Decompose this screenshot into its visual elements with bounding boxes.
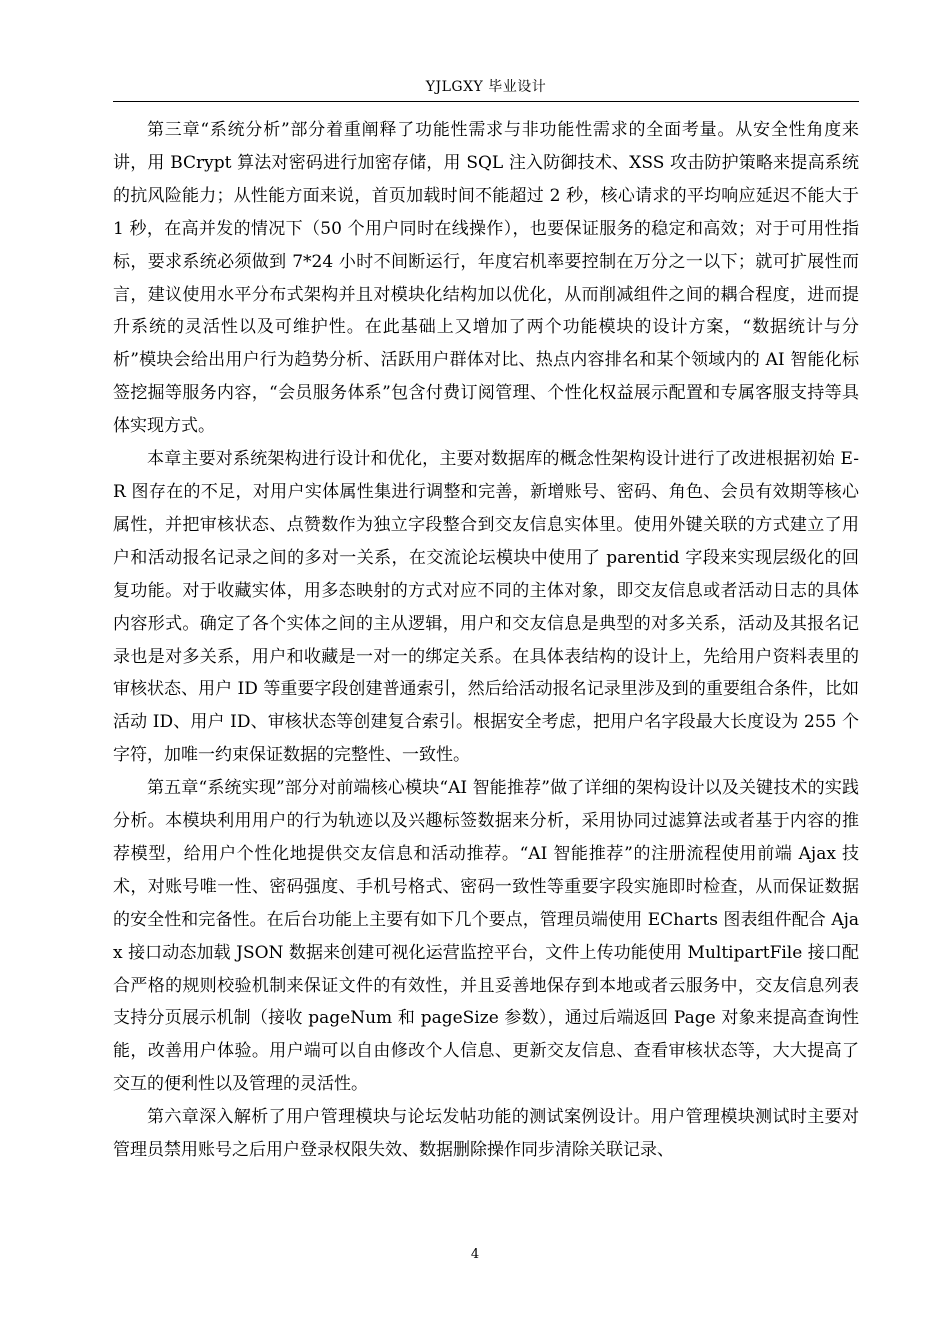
header-divider — [113, 101, 859, 102]
page-number: 4 — [470, 1247, 480, 1262]
paragraph-database-design: 本章主要对系统架构进行设计和优化，主要对数据库的概念性架构设计进行了改进根据初始 E-R 图存在的不足，对用户实体属性集进行调整和完善，新增账号、密码、角色、会员有效期等核心属性，并把审核状态、点赞数作为独立字段整合到交友信息实体里。使用外键关联的方式建立了用户和活动报名记录之间的多对一关系，在交流论坛模块中使用了 parentid 字段来实现层级化的回复功能。对于收藏实体，用多态映射的方式对应不同的主体对象，即交友信息或者活动日志的具体内容形式。确定了各个实体之间的主从逻辑，用户和交友信息是典型的对多关系，活动及其报名记录也是对多关系，用户和收藏是一对一的绑定关系。在具体表结构的设计上，先给用户资料表里的审核状态、用户 ID 等重要字段创建普通索引，然后给活动报名记录里涉及到的重要组合条件，比如活动 ID、用户 ID、审核状态等创建复合索引。根据安全考虑，把用户名字段最大长度设为 255 个字符，加唯一约束保证数据的完整性、一致性。 — [113, 449, 859, 766]
body-text — [113, 114, 859, 1167]
paragraph-chapter-3: 第三章“系统分析”部分着重阐释了功能性需求与非功能性需求的全面考量。从安全性角度来讲，用 BCrypt 算法对密码进行加密存储，用 SQL 注入防御技术、XSS 攻击防护策略来提高系统的抗风险能力；从性能方面来说，首页加载时间不能超过 2 秒，核心请求的平均响应延迟不能大于 1 秒，在高并发的情况下（50 个用户同时在线操作），也要保证服务的稳定和高效；对于可用性指标，要求系统必须做到 7*24 小时不间断运行，年度宕机率要控制在万分之一以下；就可扩展性而言，建议使用水平分布式架构并且对模块化结构加以优化，从而削减组件之间的耦合程度，进而提升系统的灵活性以及可维护性。在此基础上又增加了两个功能模块的设计方案，“数据统计与分析”模块会给出用户行为趋势分析、活跃用户群体对比、热点内容排名和某个领域内的 AI 智能化标签挖掘等服务内容，“会员服务体系”包含付费订阅管理、个性化权益展示配置和专属客服支持等具体实现方式。 — [113, 120, 859, 437]
running-header: YJLGXY 毕业设计 — [425, 79, 547, 95]
paragraph-chapter-5: 第五章“系统实现”部分对前端核心模块“AI 智能推荐”做了详细的架构设计以及关键技术的实践分析。本模块利用用户的行为轨迹以及兴趣标签数据来分析，采用协同过滤算法或者基于内容的推荐模型，给用户个性化地提供交友信息和活动推荐。“AI 智能推荐”的注册流程使用前端 Ajax 技术，对账号唯一性、密码强度、手机号格式、密码一致性等重要字段实施即时检查，从而保证数据的安全性和完备性。在后台功能上主要有如下几个要点，管理员端使用 ECharts 图表组件配合 Ajax 接口动态加载 JSON 数据来创建可视化运营监控平台，文件上传功能使用 MultipartFile 接口配合严格的规则校验机制来保证文件的有效性，并且妥善地保存到本地或者云服务中，交友信息列表支持分页展示机制（接收 pageNum 和 pageSize 参数），通过后端返回 Page 对象来提高查询性能，改善用户体验。用户端可以自由修改个人信息、更新交友信息、查看审核状态等，大大提高了交互的便利性以及管理的灵活性。 — [113, 778, 859, 1095]
paragraph-chapter-6: 第六章深入解析了用户管理模块与论坛发帖功能的测试案例设计。用户管理模块测试时主要对管理员禁用账号之后用户登录权限失效、数据删除操作同步清除关联记录、 — [113, 1107, 859, 1161]
